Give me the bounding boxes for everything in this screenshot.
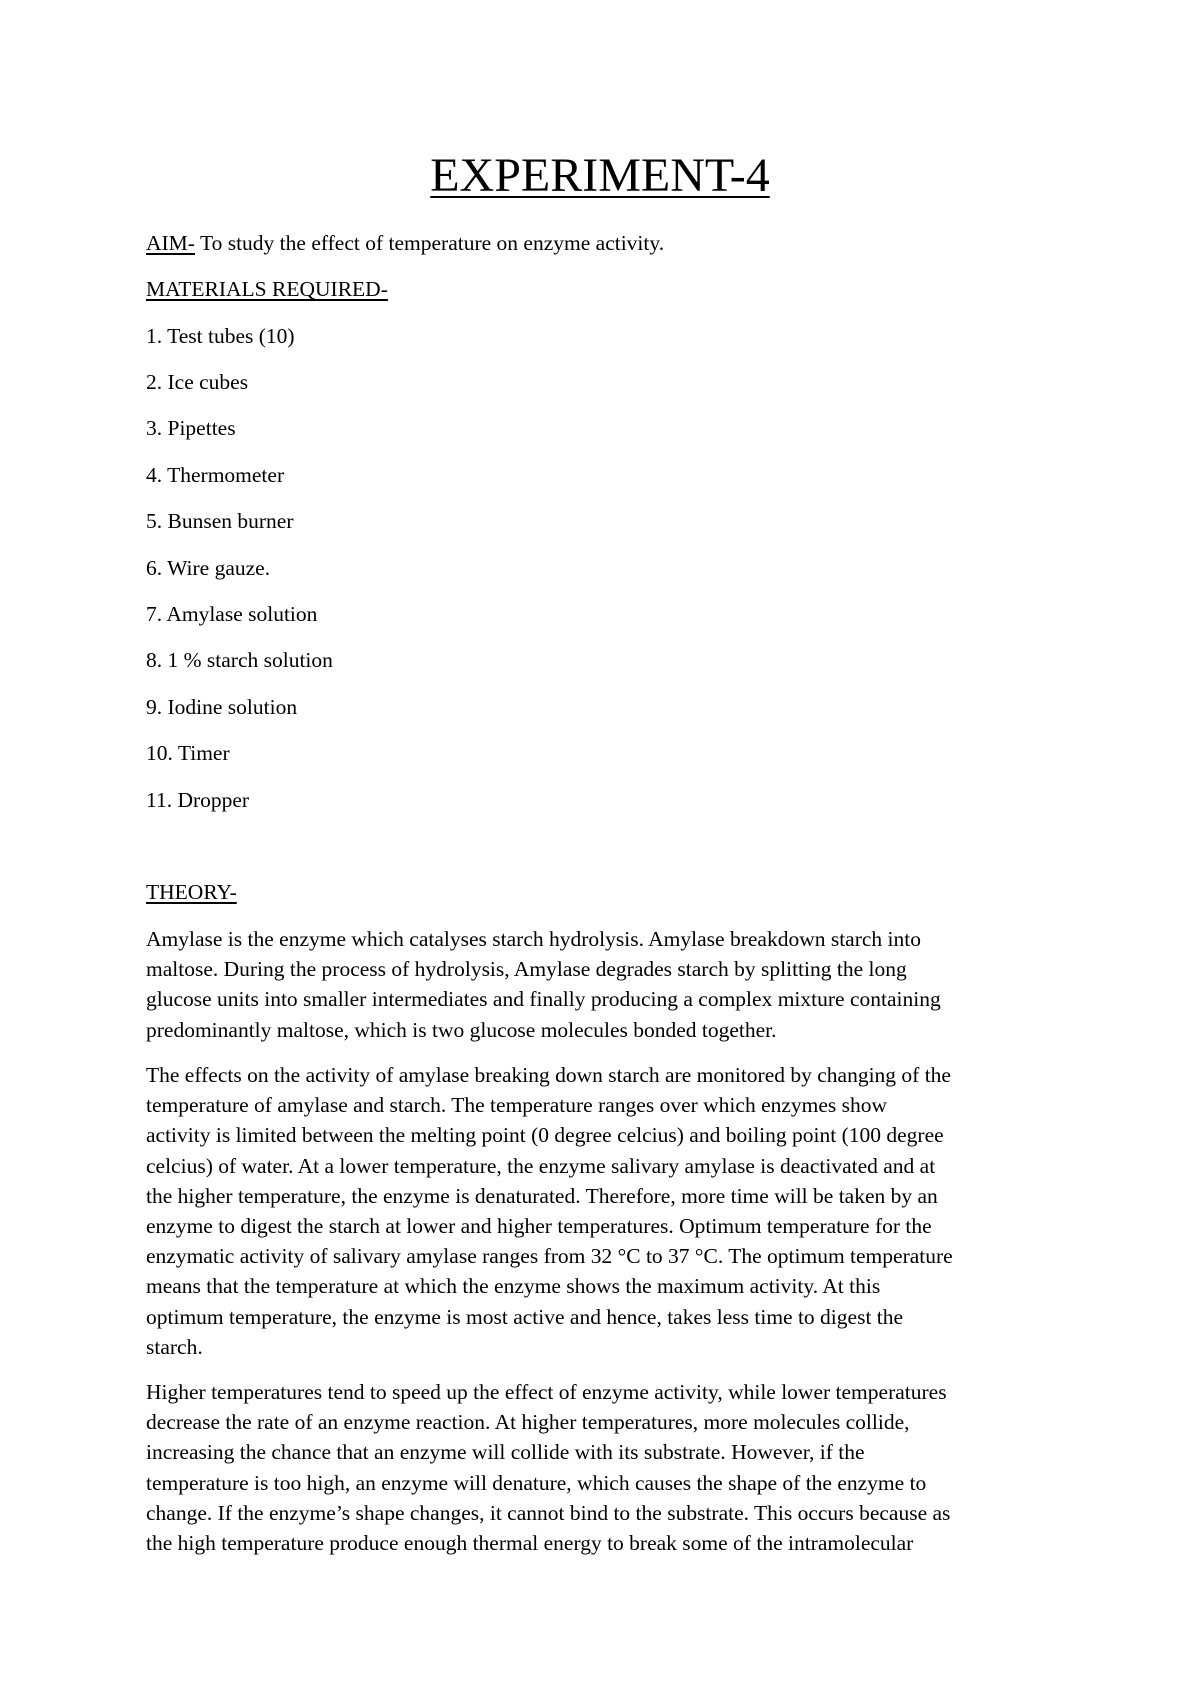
paragraph-line: The effects on the activity of amylase breaking down starch are monitored by changing of the [146, 1063, 951, 1087]
paragraph-line: starch. [146, 1334, 203, 1359]
paragraph-line: temperature is too high, an enzyme will denature, which causes the shape of the enzyme to [146, 1470, 927, 1495]
theory-paragraph [146, 924, 1066, 1045]
document-title: EXPERIMENT-4 [430, 149, 770, 202]
material-item: 5. Bunsen burner [146, 509, 294, 533]
aim-text: To study the effect of temperature on enzyme activity. [194, 231, 665, 255]
paragraph-line: enzymatic activity of salivary amylase ranges from 32 °C to 37 °C. The optimum temperature [146, 1244, 953, 1269]
material-item: 8. 1 % starch solution [146, 648, 333, 672]
paragraph-line: means that the temperature at which the enzyme shows the maximum activity. At this [146, 1274, 881, 1299]
material-item: 1. Test tubes (10) [146, 324, 295, 348]
paragraph-line: activity is limited between the melting point (0 degree celcius) and boiling point (100 degree [146, 1123, 944, 1148]
theory-paragraph [146, 1060, 1066, 1362]
theory-heading: THEORY- [146, 880, 237, 904]
paragraph-line: optimum temperature, the enzyme is most active and hence, takes less time to digest the [146, 1304, 904, 1329]
paragraph-line: change. If the enzyme’s shape changes, it cannot bind to the substrate. This occurs because as [146, 1500, 951, 1525]
aim-label: AIM- [146, 231, 195, 255]
paragraph-line: maltose. During the process of hydrolysis, Amylase degrades starch by splitting the long [146, 957, 907, 982]
paragraph-line: celcius) of water. At a lower temperature, the enzyme salivary amylase is deactivated and at [146, 1153, 936, 1178]
materials-heading: MATERIALS REQUIRED- [146, 277, 388, 301]
material-item: 6. Wire gauze. [146, 556, 271, 580]
paragraph-line: decrease the rate of an enzyme reaction. At higher temperatures, more molecules collide, [146, 1410, 910, 1435]
material-item: 7. Amylase solution [146, 602, 318, 626]
paragraph-line: enzyme to digest the starch at lower and higher temperatures. Optimum temperature for the [146, 1214, 932, 1239]
material-item: 9. Iodine solution [146, 695, 298, 719]
paragraph-line: the high temperature produce enough thermal energy to break some of the intramolecular [146, 1531, 914, 1556]
material-item: 4. Thermometer [146, 463, 285, 487]
paragraph-line: Amylase is the enzyme which catalyses starch hydrolysis. Amylase breakdown starch into [146, 927, 921, 951]
paragraph-line: temperature of amylase and starch. The temperature ranges over which enzymes show [146, 1093, 888, 1118]
paragraph-line: increasing the chance that an enzyme will collide with its substrate. However, if the [146, 1440, 865, 1465]
theory-paragraph [146, 1377, 1066, 1558]
material-item: 11. Dropper [146, 788, 250, 812]
material-item: 10. Timer [146, 741, 230, 765]
paragraph-line: glucose units into smaller intermediates and finally producing a complex mixture containing [146, 987, 941, 1012]
material-item: 3. Pipettes [146, 416, 236, 440]
paragraph-line: Higher temperatures tend to speed up the effect of enzyme activity, while lower temperatures [146, 1380, 947, 1404]
aim-line [146, 230, 664, 256]
paragraph-line: the higher temperature, the enzyme is denaturated. Therefore, more time will be taken by an [146, 1183, 938, 1208]
material-item: 2. Ice cubes [146, 370, 249, 394]
paragraph-line: predominantly maltose, which is two glucose molecules bonded together. [146, 1017, 777, 1042]
